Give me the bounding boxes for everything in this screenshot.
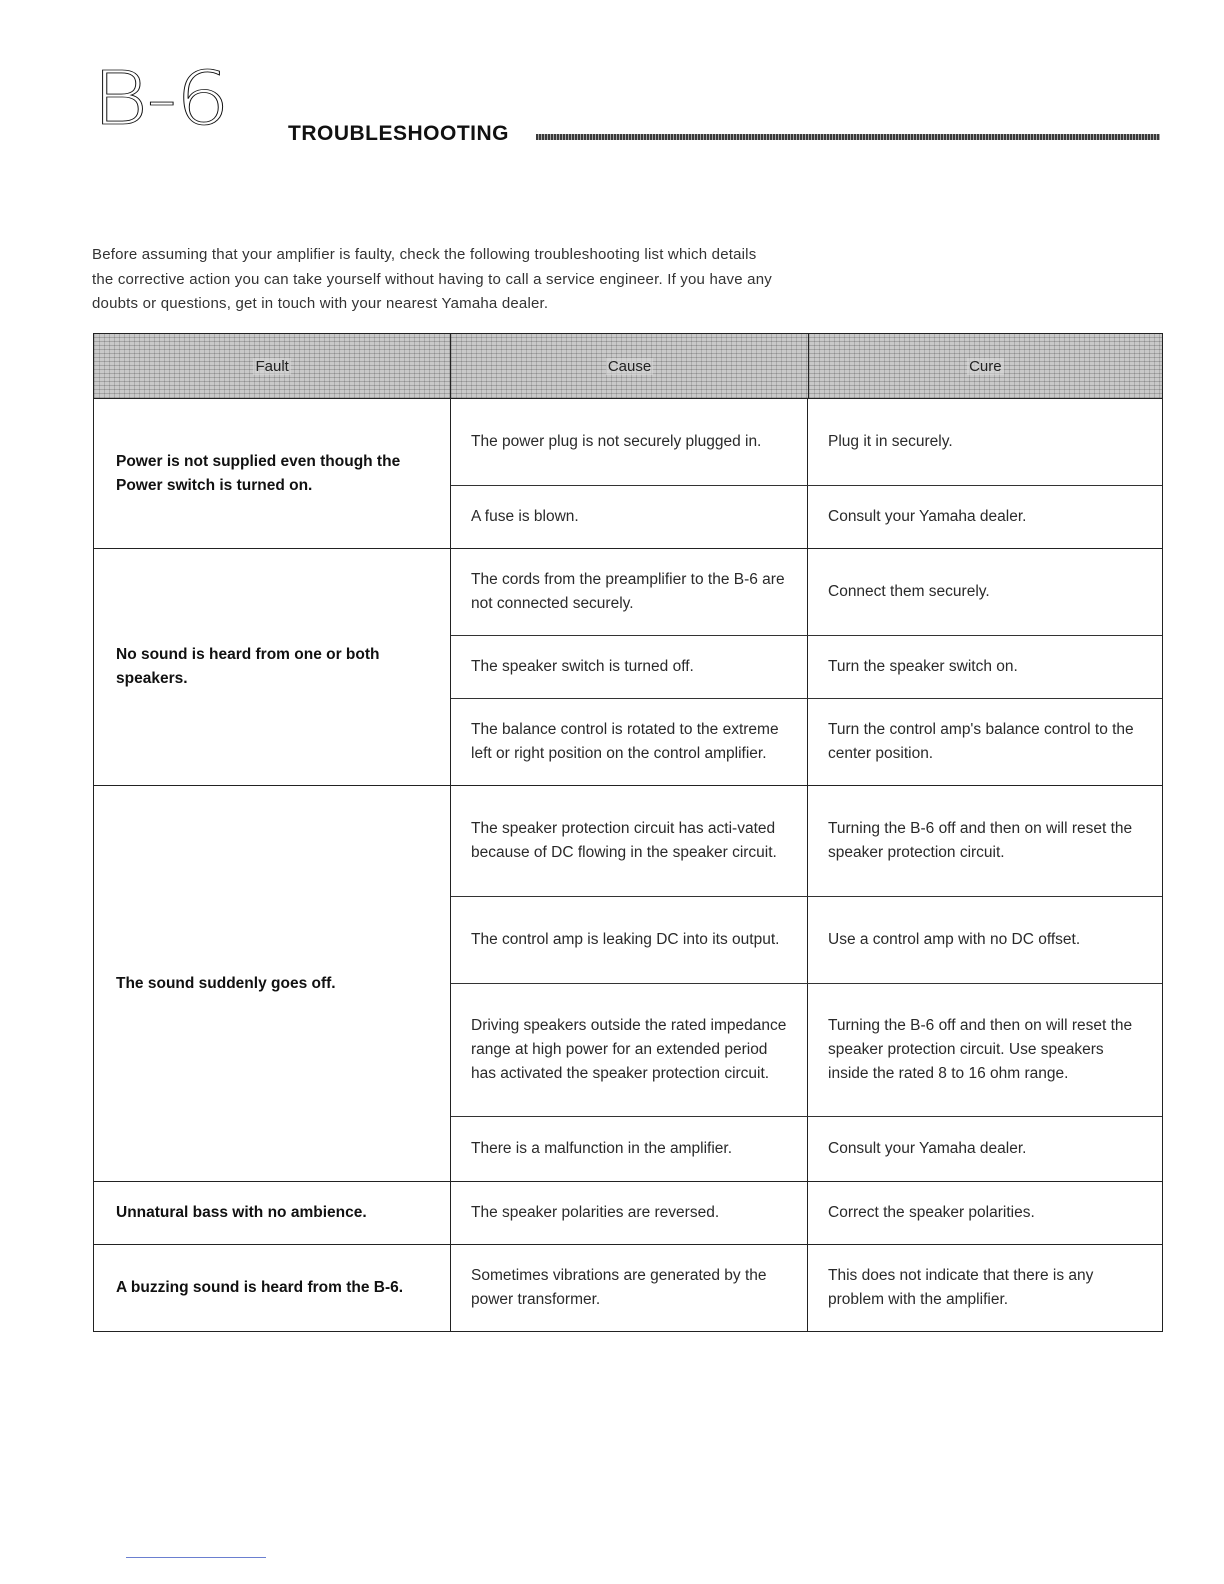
- cure-cell: This does not indicate that there is any problem with the amplifier.: [828, 1267, 1094, 1308]
- cause-cell: The speaker switch is turned off.: [451, 636, 808, 698]
- table-row: [451, 1245, 1162, 1331]
- fault-group: [94, 1182, 1162, 1245]
- fault-cell: No sound is heard from one or both speakers.: [94, 549, 451, 785]
- cure-cell: Consult your Yamaha dealer.: [828, 508, 1027, 525]
- footer-rule: [126, 1557, 266, 1558]
- table-row: [451, 636, 1162, 699]
- cure-cell: Turning the B-6 off and then on will reset the speaker protection circuit.: [828, 820, 1133, 861]
- cause-cell: There is a malfunction in the amplifier.: [451, 1117, 808, 1181]
- cause-cell: The control amp is leaking DC into its output.: [451, 897, 808, 983]
- section-title: TROUBLESHOOTING: [288, 122, 509, 145]
- table-row: [451, 1117, 1162, 1181]
- intro-line: Before assuming that your amplifier is faulty, check the following troubleshooting list which details: [92, 246, 757, 263]
- cause-cell: Sometimes vibrations are generated by the power transformer.: [451, 1245, 808, 1331]
- fault-cell: The sound suddenly goes off.: [94, 786, 451, 1181]
- cause-cell: The speaker protection circuit has acti-vated because of DC flowing in the speaker circuit.: [451, 786, 808, 896]
- title-rule: [536, 134, 1160, 140]
- cause-cell: Driving speakers outside the rated impedance range at high power for an extended period has activated the speaker protection circuit.: [451, 984, 808, 1116]
- fault-cell: Unnatural bass with no ambience.: [94, 1182, 451, 1244]
- table-row: [451, 897, 1162, 984]
- model-number: B-6: [92, 55, 229, 142]
- cause-cell: The speaker polarities are reversed.: [451, 1182, 808, 1244]
- page-header: [92, 55, 1160, 145]
- cure-cell: Turn the control amp's balance control to the center position.: [828, 721, 1134, 762]
- table-row: [451, 1182, 1162, 1244]
- column-header-cause: Cause: [450, 334, 807, 398]
- table-row: [451, 549, 1162, 636]
- column-header-cure: Cure: [808, 334, 1162, 398]
- table-header: [94, 334, 1162, 399]
- table-row: [451, 399, 1162, 486]
- troubleshooting-table: [93, 333, 1163, 1332]
- cure-cell: Use a control amp with no DC offset.: [828, 931, 1081, 948]
- fault-group: [94, 549, 1162, 786]
- cause-cell: The cords from the preamplifier to the B-6 are not connected securely.: [451, 549, 808, 635]
- cause-cell: The balance control is rotated to the extreme left or right position on the control amplifier.: [451, 699, 808, 785]
- intro-line: the corrective action you can take yourself without having to call a service engineer. If you have any: [92, 270, 772, 288]
- table-row: [451, 699, 1162, 785]
- cause-cell: The power plug is not securely plugged in.: [451, 399, 808, 485]
- fault-group: [94, 786, 1162, 1182]
- cure-cell: Correct the speaker polarities.: [828, 1204, 1035, 1221]
- cure-cell: Turning the B-6 off and then on will reset the speaker protection circuit. Use speakers inside the rated 8 to 16 ohm range.: [828, 1017, 1133, 1082]
- table-row: [451, 486, 1162, 548]
- cure-cell: Connect them securely.: [828, 583, 990, 600]
- cure-cell: Turn the speaker switch on.: [828, 658, 1018, 675]
- cure-cell: Plug it in securely.: [828, 433, 953, 450]
- fault-cell: A buzzing sound is heard from the B-6.: [94, 1245, 451, 1331]
- intro-line: doubts or questions, get in touch with your nearest Yamaha dealer.: [92, 295, 549, 312]
- table-row: [451, 984, 1162, 1117]
- intro-paragraph: [92, 243, 892, 317]
- fault-group: [94, 1245, 1162, 1331]
- column-header-fault: Fault: [94, 334, 450, 398]
- table-row: [451, 786, 1162, 897]
- cure-cell: Consult your Yamaha dealer.: [828, 1140, 1027, 1157]
- cause-cell: A fuse is blown.: [451, 486, 808, 548]
- fault-cell: Power is not supplied even though the Power switch is turned on.: [94, 399, 451, 548]
- fault-group: [94, 399, 1162, 549]
